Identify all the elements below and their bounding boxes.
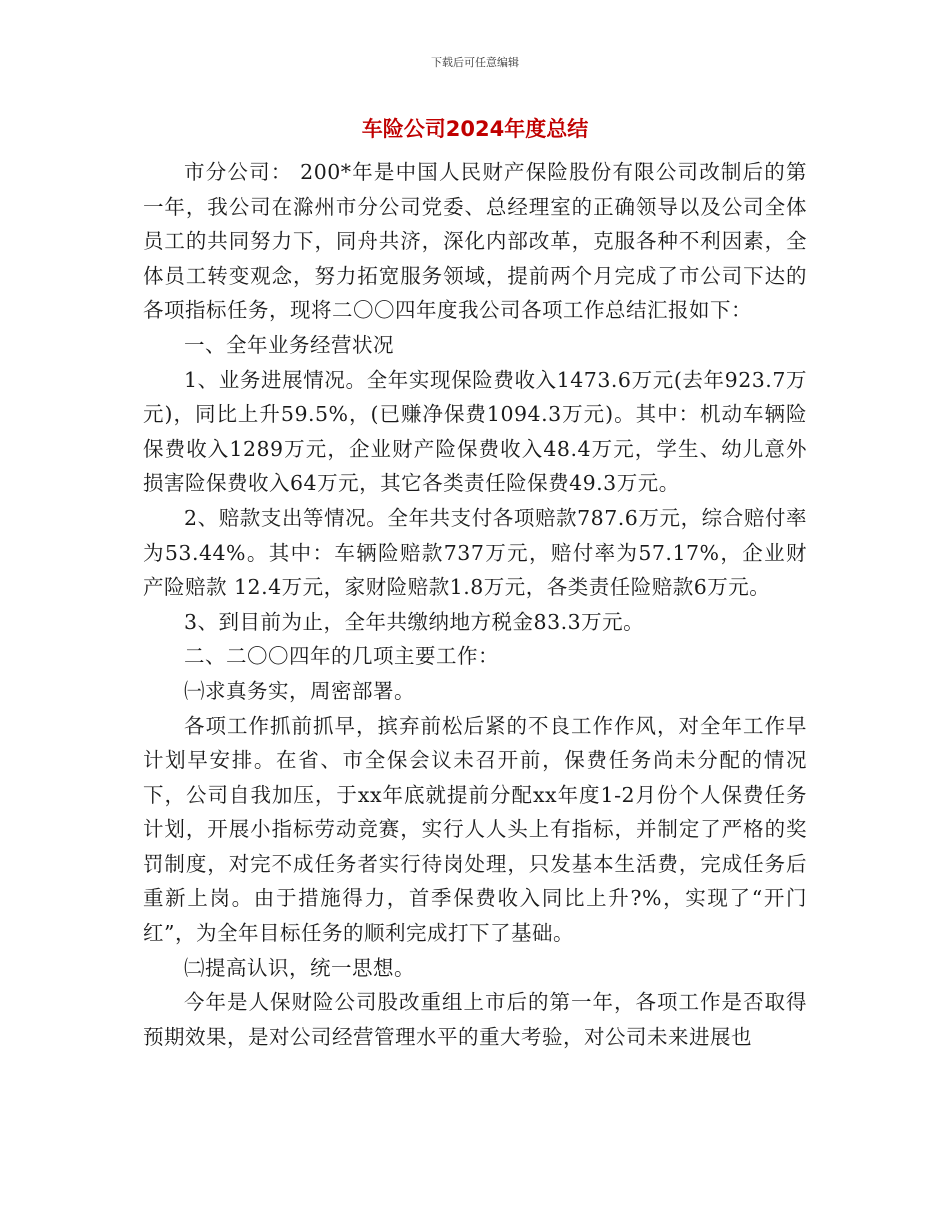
paragraph-claims: 2、赔款支出等情况。全年共支付各项赔款787.6万元，综合赔付率为53.44%。其中：车辆险赔款737万元，赔付率为57.17%，企业财产险赔款 12.4万元，家财险赔款1.8万元，各类责任险赔款6万元。 (143, 505, 807, 600)
paragraph-planning: 各项工作抓前抓早，摈弃前松后紧的不良工作作风，对全年工作早计划早安排。在省、市全保会议未召开前，保费任务尚未分配的情况下，公司自我加压，于xx年底就提前分配xx年度1-2月份个人保费任务计划，开展小指标劳动竞赛，实行人人头上有指标，并制定了严格的奖罚制度，对完不成任务者实行待岗处理，只发基本生活费，完成任务后重新上岗。由于措施得力，首季保费收入同比上升?%，实现了“开门红”，为全年目标任务的顺利完成打下了基础。 (143, 713, 807, 946)
header-note: 下载后可任意编辑 (431, 56, 519, 69)
document-body (143, 155, 807, 1054)
subheading-2: ㈡提高认识，统一思想。 (184, 955, 415, 980)
subheading-1: ㈠求真务实，周密部署。 (184, 678, 415, 703)
paragraph-awareness: 今年是人保财险公司股改重组上市后的第一年，各项工作是否取得预期效果，是对公司经营管理水平的重大考验，对公司未来进展也 (143, 990, 807, 1049)
paragraph-business-progress: 1、业务进展情况。全年实现保险费收入1473.6万元(去年923.7万元)，同比上升59.5%，(已赚净保费1094.3万元)。其中：机动车辆险保费收入1289万元，企业财产险保费收入48.4万元，学生、幼儿意外损害险保费收入64万元，其它各类责任险保费49.3万元。 (143, 367, 807, 496)
paragraph-intro: 市分公司： 200*年是中国人民财产保险股份有限公司改制后的第一年，我公司在滁州市分公司党委、总经理室的正确领导以及公司全体员工的共同努力下，同舟共济，深化内部改革，克服各种不利因素，全体员工转变观念，努力拓宽服务领域，提前两个月完成了市公司下达的各项指标任务，现将二〇〇四年度我公司各项工作总结汇报如下： (143, 160, 807, 323)
section-heading-1: 一、全年业务经营状况 (184, 332, 394, 357)
paragraph-taxes: 3、到目前为止，全年共缴纳地方税金83.3万元。 (184, 609, 645, 634)
section-heading-2: 二、二〇〇四年的几项主要工作： (184, 644, 499, 669)
document-title: 车险公司2024年度总结 (361, 117, 589, 141)
